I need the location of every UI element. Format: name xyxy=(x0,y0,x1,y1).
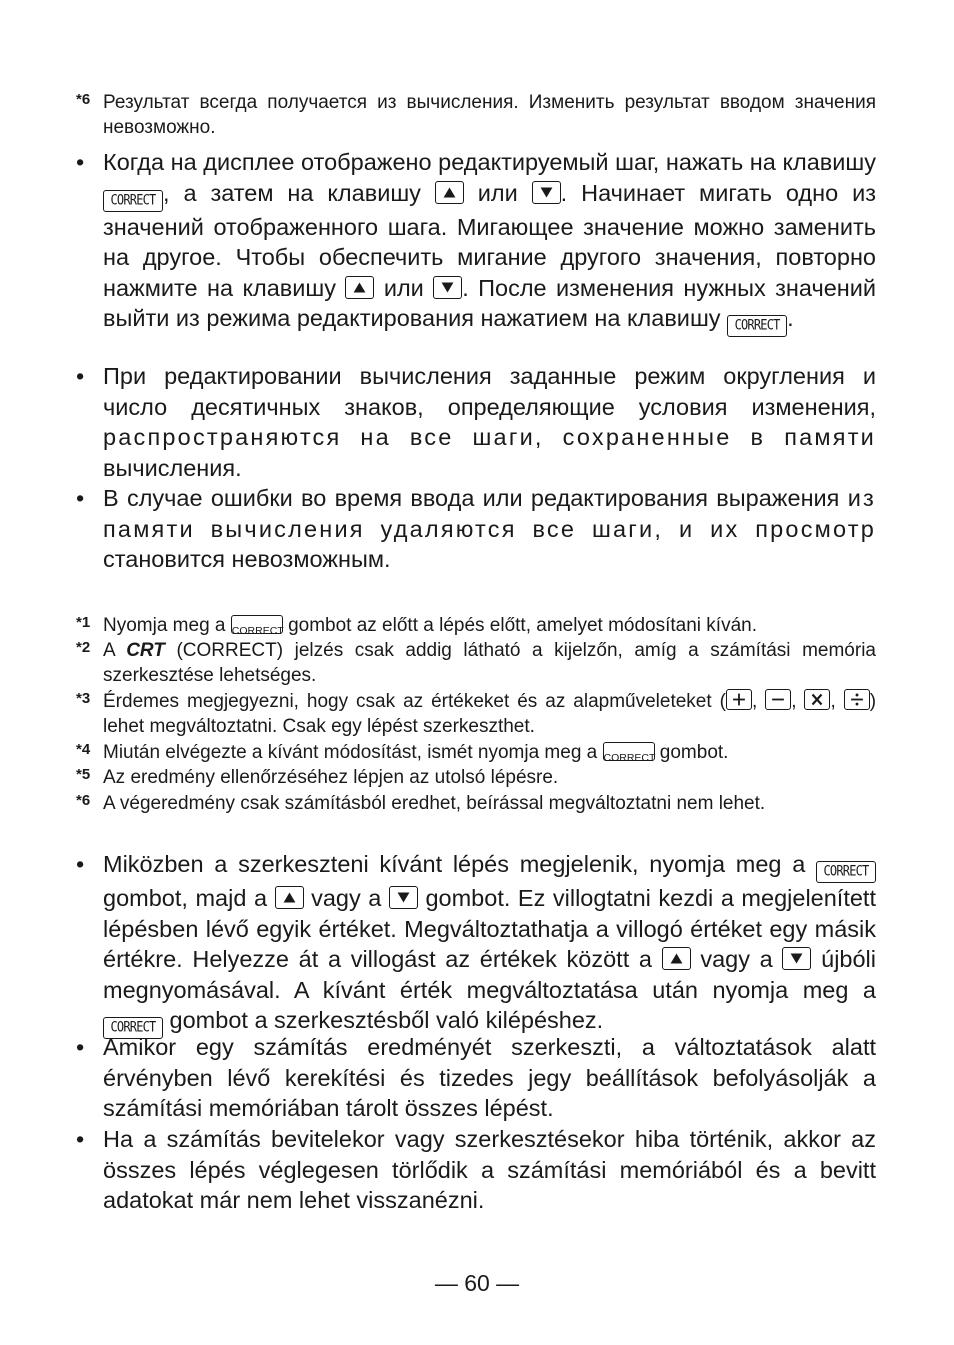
correct-key-icon: CORRECT xyxy=(231,615,283,634)
hu-footnote-4 xyxy=(76,740,876,765)
hu-bullet-2 xyxy=(76,1032,876,1124)
bullet: • xyxy=(76,1126,85,1152)
down-key-icon xyxy=(433,276,462,299)
correct-key-icon: CORRECT xyxy=(103,190,163,212)
footnote-text: Nyomja meg a CORRECT gombot az előtt a lépés előtt, amelyet módosítani kíván. xyxy=(103,615,757,637)
bullet: • xyxy=(76,485,85,511)
ru-bullet-1 xyxy=(76,147,876,337)
bullet-text: В случае ошибки во время ввода или редактирования выражения из памяти вычисления удаляются все шаги, и их просмотр становится невозможным. xyxy=(103,485,877,572)
up-key-icon xyxy=(345,276,374,299)
hu-footnote-6 xyxy=(76,791,876,816)
bullet: • xyxy=(76,1034,85,1060)
correct-key-icon: CORRECT xyxy=(603,742,655,761)
correct-key-icon: CORRECT xyxy=(727,315,787,337)
divide-key-icon xyxy=(844,689,870,710)
bullet-text: Amikor egy számítás eredményét szerkeszti, a változtatások alatt érvényben lévő kerekítési és tizedes jegy beállítások befolyásolják a számítási memóriában tárolt összes lépést. xyxy=(103,1034,876,1121)
bullet-text: Miközben a szerkeszteni kívánt lépés megjelenik, nyomja meg a CORRECT gombot, majd a vagy a gombot. Ez villogtatni kezdi a megjelenített lépésben lévő egyik értéket. Megváltoztathatja a villogó értéket egy másik értékre. Helyezze át a villogást az értékek között a vagy a újbóli megnyomásával. A kívánt érték megváltoztatása után nyomja meg a CORRECT gombot a szerkesztésből való kilépéshez. xyxy=(103,849,876,1039)
ru-footnote-6 xyxy=(76,90,876,140)
hu-footnote-3 xyxy=(76,689,876,739)
ru-bullet-2 xyxy=(76,361,876,483)
minus-key-icon xyxy=(765,689,791,710)
bullet: • xyxy=(76,149,85,175)
hu-bullet-3 xyxy=(76,1124,876,1216)
hu-bullet-1 xyxy=(76,849,876,1039)
hu-footnote-1 xyxy=(76,613,876,638)
down-key-icon xyxy=(782,947,811,970)
footnote-text: Miután elvégezte a kívánt módosítást, ismét nyomja meg a CORRECT gombot. xyxy=(103,742,729,764)
footnote-marker: *3 xyxy=(76,690,91,707)
bullet-text: При редактировании вычисления заданные режим округления и число десятичных знаков, определяющие условия изменения, распространяются на все шаги, сохраненные в памяти вычисления. xyxy=(103,363,876,481)
footnote-text: Az eredmény ellenőrzéséhez lépjen az utolsó lépésre. xyxy=(103,767,559,788)
up-key-icon xyxy=(275,886,304,909)
correct-key-icon: CORRECT xyxy=(816,861,876,883)
ru-bullet-3 xyxy=(76,483,876,575)
footnote-marker: *6 xyxy=(76,91,91,108)
hu-footnote-2 xyxy=(76,638,876,688)
footnote-marker: *6 xyxy=(76,792,91,809)
plus-key-icon xyxy=(726,689,752,710)
footnote-marker: *5 xyxy=(76,766,91,783)
correct-key-icon: CORRECT xyxy=(103,1017,163,1039)
footnote-text: A végeredmény csak számításból eredhet, beírással megváltoztatni nem lehet. xyxy=(103,793,766,814)
footnote-text: Результат всегда получается из вычисления. Изменить результат вводом значения невозможно. xyxy=(103,92,876,138)
up-key-icon xyxy=(435,181,464,204)
hu-footnote-5 xyxy=(76,765,876,790)
down-key-icon xyxy=(532,181,561,204)
bullet: • xyxy=(76,363,85,389)
bullet-text: Когда на дисплее отображено редактируемый шаг, нажать на клавишу CORRECT , а затем на клавишу или . Начинает мигать одно из значений отображенного шага. Мигающее значение можно заменить на другое. Чтобы обеспечить мигание другого значения, повторно нажмите на клавишу или . После изменения нужных значений выйти из режима редактирования нажатием на клавишу CORRECT . xyxy=(103,147,876,337)
times-key-icon xyxy=(804,689,830,710)
page-number: — 60 — xyxy=(434,1270,520,1296)
up-key-icon xyxy=(662,947,691,970)
footnote-text: Érdemes megjegyezni, hogy csak az értékeket és az alapműveleteket ( , , , ) lehet megváltoztatni. Csak egy lépést szerkeszthet. xyxy=(103,691,877,737)
bullet-text: Ha a számítás bevitelekor vagy szerkesztésekor hiba történik, akkor az összes lépés véglegesen törlődik a számítási memóriából és a bevitt adatokat már nem lehet visszanézni. xyxy=(103,1126,876,1213)
down-key-icon xyxy=(389,886,418,909)
bullet: • xyxy=(76,851,85,877)
footnote-marker: *4 xyxy=(76,741,91,758)
footnote-text: A CRT (CORRECT) jelzés csak addig látható a kijelzőn, amíg a számítási memória szerkesztése lehetséges. xyxy=(103,640,876,686)
crt-indicator: CRT xyxy=(126,640,165,661)
footnote-marker: *2 xyxy=(76,639,91,656)
footnote-marker: *1 xyxy=(76,614,91,631)
